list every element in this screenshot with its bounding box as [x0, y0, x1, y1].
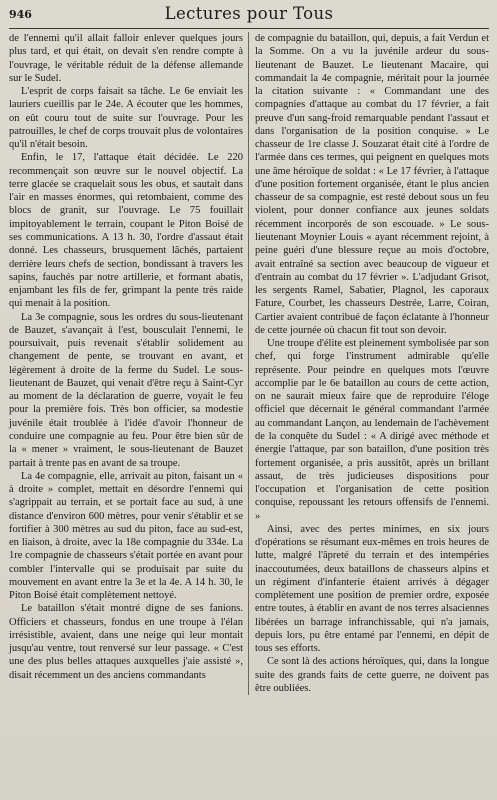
paragraph: Le bataillon s'était montré digne de ses fanions. Officiers et chasseurs, fondus en une troupe à l'élan irrésistible, avaient, dans une neige qui leur montait jusqu'au ventre, tout renversé sur leur passage. « C'est une des plus belles attaques auxquelles j'aie assisté », disait récemment un des anciens commandants	[9, 603, 243, 681]
text-columns	[9, 32, 489, 695]
paragraph: Ce sont là des actions héroïques, qui, dans la longue suite des grands faits de cette guerre, ne doivent pas être oubliées.	[255, 656, 489, 695]
page-header	[9, 4, 489, 29]
paragraph: Ainsi, avec des pertes minimes, en six jours d'opérations se résumant eux-mêmes en trois heures de lutte, malgré l'âpreté du terrain et des intempéries inaccoutumées, deux bataillons de chasseurs alpins et un régiment d'infanterie étaient arrivés à dégager complètement une position de premier ordre, exposée entre toutes, à établir en avant de nos terres alsaciennes libérées un barrage infranchissable, qui n'a jamais, depuis lors, pu être entamé par l'ennemi, en dépit de tous ses efforts.	[255, 523, 489, 655]
column-divider	[248, 32, 249, 695]
paragraph: de compagnie du bataillon, qui, depuis, a fait Verdun et la Somme. On a vu la juvénile ardeur du sous-lieutenant de Bauzet. Le lieutenant Macaire, qui commandait la 4e compagnie, méritait pour la journée la citation suivante : « Commandant une des compagnies d'attaque au combat du 17 février, a fait preuve d'un sang-froid remarquable pendant l'assaut et dans l'organisation de la position conquise. » Le chasseur de 1re classe J. Souzarat était cité à l'ordre de l'armée dans ces termes, qui peignent en quelques mots une âme héroïque de soldat : « Le 17 février, à l'attaque d'une position fortement organisée, étant le plus ancien chasseur de sa compagnie, est resté debout sous un feu violent, pour donner confiance aux jeunes soldats récemment incorporés de son escouade. » Le sous-lieutenant Moynier Louis « ayant récemment rejoint, à peine guéri d'une blessure reçue au mois d'octobre, avait entraîné sa section avec beaucoup de vigueur et d'entrain au combat du 17 février ». L'adjudant Grisot, les sergents Ramel, Sabatier, Plagnol, les caporaux Fature, Courbet, les chasseurs Destrée, Larre, Coiran, Cartier avaient contribué de façon éclatante à l'honneur de cette journée où chacun fit tout son devoir.	[255, 33, 489, 336]
paragraph: de l'ennemi qu'il allait falloir enlever quelques jours plus tard, et qui était, on devait s'en rendre compte à l'ouvrage, le véritable réduit de la défense allemande sur le Sudel.	[9, 33, 243, 84]
paragraph: Enfin, le 17, l'attaque était décidée. Le 220 recommençait son œuvre sur le nouvel objectif. La terre glacée se craquelait sous les obus, et sautait dans l'air en masses énormes, qui retombaient, comme des blocs de granit, sur l'ouvrage. Le 75 fouillait impitoyablement le terrain, coupant le Piton Boisé de ses communications. A 13 h. 30, l'ordre d'assaut était donné. Les chasseurs, brusquement lâchés, partaient derrière leurs chefs de section, bondissant à travers les sapins, fauchés par notre artillerie, et formant abatis, enjambant les fils de fer, grimpant la pente très raide qui menait à la position.	[9, 152, 243, 310]
paragraph: L'esprit de corps faisait sa tâche. Le 6e enviait les lauriers cueillis par le 24e. A écouter que les hommes, on eût couru tout de suite sur l'ouvrage. Pour les patrouilles, le chef de corps trouvait plus de volontaires qu'il n'était besoin.	[9, 86, 243, 151]
page-number: 946	[9, 8, 32, 21]
paragraph: La 3e compagnie, sous les ordres du sous-lieutenant de Bauzet, s'avançait à l'est, bousculait l'ennemi, le poursuivait, puis revenait s'établir solidement au changement de pente, se trouvant en avant, et légèrement à droite de la ferme du Sudel. Le sous-lieutenant de Bauzet, qui venait d'être reçu à Saint-Cyr au moment de la déclaration de guerre, voyait le feu pour la première fois. Très bon officier, sa modestie juvénile était troublée à l'idée d'avoir l'honneur de conduire une compagnie au feu. Pour être bien sûr de la « mener » vraiment, le sous-lieutenant de Bauzet partait à trente pas en avant de sa troupe.	[9, 311, 243, 469]
left-column	[9, 32, 243, 695]
paragraph: Une troupe d'élite est pleinement symbolisée par son chef, qui forge l'instrument admirable qu'elle représente. Pour peindre en quelques mots l'œuvre accomplie par le 6e bataillon au cours de cette action, on ne saurait mieux faire que de reproduire l'éloge officiel que décernait le général commandant l'armée au commandant Lançon, au lendemain de l'achèvement de la conquête du Sudel : « A dirigé avec méthode et énergie l'attaque, par son bataillon, d'une position très fortement organisée, a pris aussitôt, après un brillant assaut, de très judicieuses dispositions pour l'occupation et l'organisation de cette position conquise, repoussant les retours offensifs de l'ennemi. »	[255, 338, 489, 522]
paragraph: La 4e compagnie, elle, arrivait au piton, faisant un « à droite » complet, mettait en désordre l'ennemi qui s'agrippait au terrain, et se portait face au sud, à une distance d'environ 600 mètres, pour venir s'établir et se fortifier à 300 mètres au sud du piton, face au sud-est, en liaison, à droite, avec la 18e compagnie du 334e. La 1re compagnie de chasseurs s'était portée en avant pour combler l'intervalle qui se produisait par suite du mouvement en avant entre la 3e et la 4e. A 14 h. 30, le Piton Boisé était complètement nettoyé.	[9, 470, 243, 602]
running-title: Lectures pour Tous	[164, 4, 334, 23]
right-column	[255, 32, 489, 695]
